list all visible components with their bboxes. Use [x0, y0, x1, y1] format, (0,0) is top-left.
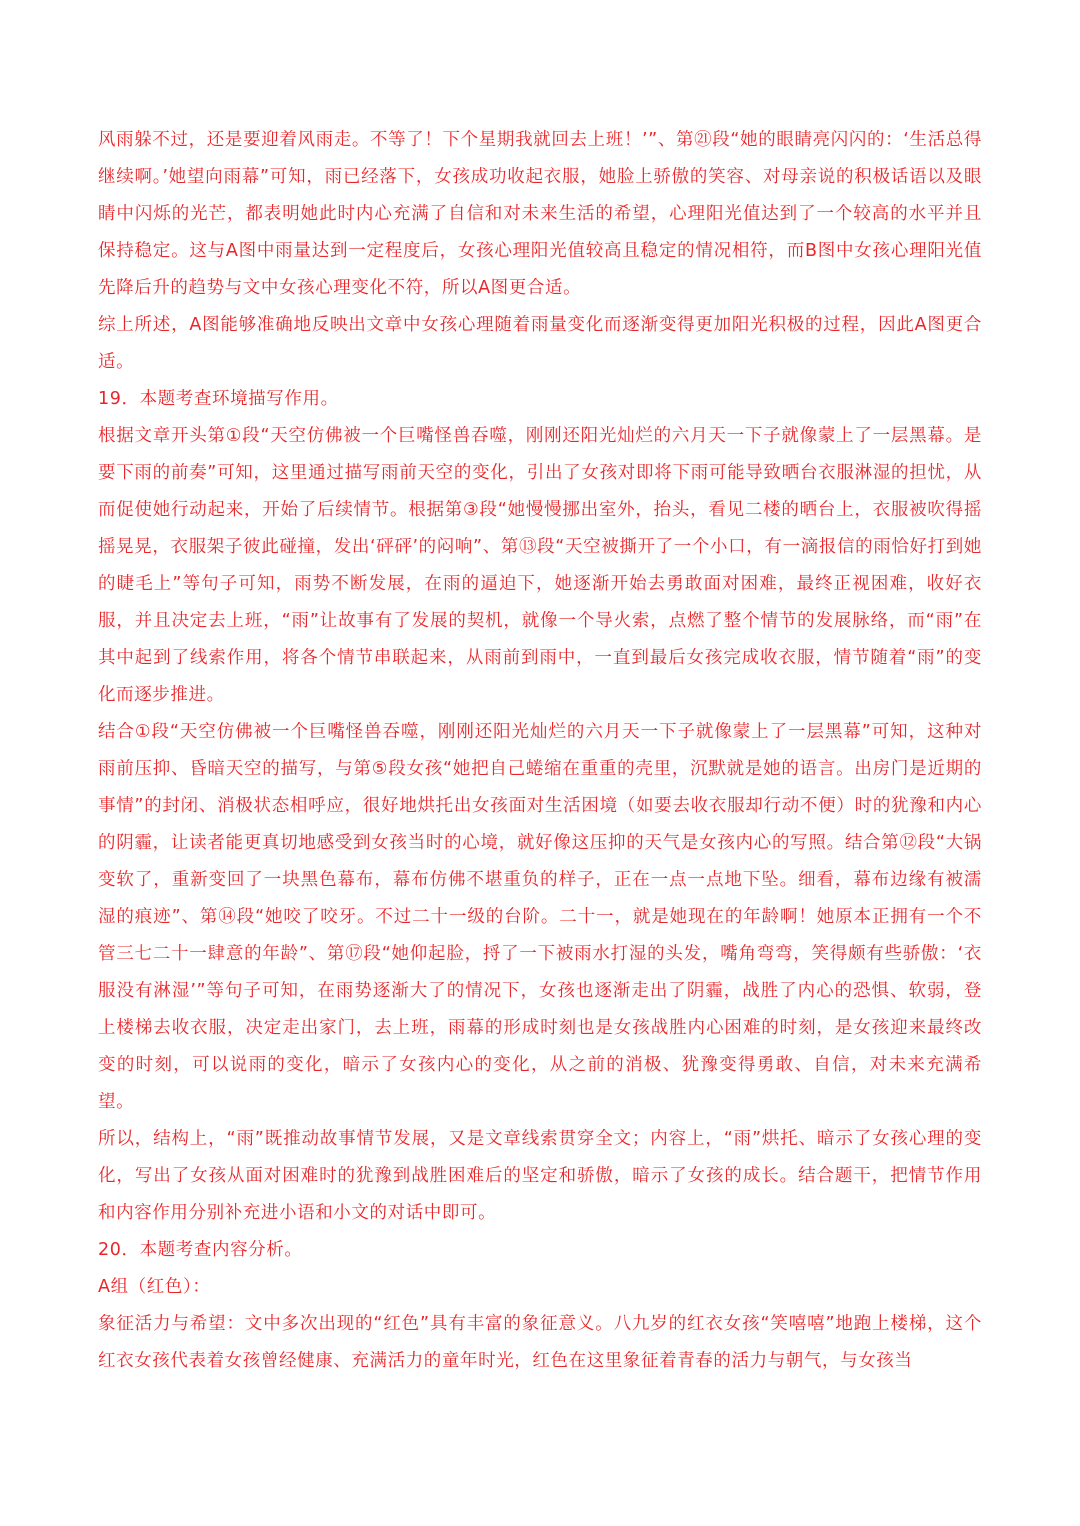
paragraph-2: 综上所述，A图能够准确地反映出文章中女孩心理随着雨量变化而逐渐变得更加阳光积极的过程，因此A图更合适。 [98, 315, 982, 372]
paragraph-6: 象征活力与希望：文中多次出现的“红色”具有丰富的象征意义。八九岁的红衣女孩“笑嘻嘻”地跑上楼梯，这个红衣女孩代表着女孩曾经健康、充满活力的童年时光，红色在这里象征着青春的活力与朝气，与女孩当 [98, 1314, 982, 1371]
document-body [98, 122, 982, 1380]
paragraph-5: 所以，结构上，“雨”既推动故事情节发展，又是文章线索贯穿全文；内容上，“雨”烘托、暗示了女孩心理的变化，写出了女孩从面对困难时的犹豫到战胜困难后的坚定和骄傲，暗示了女孩的成长。结合题干，把情节作用和内容作用分别补充进小语和小文的对话中即可。 [98, 1129, 982, 1223]
question-20-heading: 20．本题考查内容分析。 [98, 1240, 303, 1260]
paragraph-4: 结合①段“天空仿佛被一个巨嘴怪兽吞噬，刚刚还阳光灿烂的六月天一下子就像蒙上了一层黑幕”可知，这种对雨前压抑、昏暗天空的描写，与第⑤段女孩“她把自己蜷缩在重重的壳里，沉默就是她的语言。出房门是近期的事情”的封闭、消极状态相呼应，很好地烘托出女孩面对生活困境（如要去收衣服却行动不便）时的犹豫和内心的阴霾，让读者能更真切地感受到女孩当时的心境，就好像这压抑的天气是女孩内心的写照。结合第⑫段“大锅变软了，重新变回了一块黑色幕布，幕布仿佛不堪重负的样子，正在一点一点地下坠。细看，幕布边缘有被濡湿的痕迹”、第⑭段“她咬了咬牙。不过二十一级的台阶。二十一，就是她现在的年龄啊！她原本正拥有一个不管三七二十一肆意的年龄”、第⑰段“她仰起脸，捋了一下被雨水打湿的头发，嘴角弯弯，笑得颇有些骄傲：‘衣服没有淋湿’”等句子可知，在雨势逐渐大了的情况下，女孩也逐渐走出了阴霾，战胜了内心的恐惧、软弱，登上楼梯去收衣服，决定走出家门，去上班，雨幕的形成时刻也是女孩战胜内心困难的时刻，是女孩迎来最终改变的时刻，可以说雨的变化，暗示了女孩内心的变化，从之前的消极、犹豫变得勇敢、自信，对未来充满希望。 [98, 722, 982, 1112]
paragraph-3: 根据文章开头第①段“天空仿佛被一个巨嘴怪兽吞噬，刚刚还阳光灿烂的六月天一下子就像蒙上了一层黑幕。是要下雨的前奏”可知，这里通过描写雨前天空的变化，引出了女孩对即将下雨可能导致晒台衣服淋湿的担忧，从而促使她行动起来，开始了后续情节。根据第③段“她慢慢挪出室外，抬头，看见二楼的晒台上，衣服被吹得摇摇晃晃，衣服架子彼此碰撞，发出‘砰砰’的闷响”、第⑬段“天空被撕开了一个小口，有一滴报信的雨恰好打到她的睫毛上”等句子可知，雨势不断发展，在雨的逼迫下，她逐渐开始去勇敢面对困难，最终正视困难，收好衣服，并且决定去上班，“雨”让故事有了发展的契机，就像一个导火索，点燃了整个情节的发展脉络，而“雨”在其中起到了线索作用，将各个情节串联起来，从雨前到雨中，一直到最后女孩完成收衣服，情节随着“雨”的变化而逐步推进。 [98, 426, 982, 705]
group-a-heading: A组（红色）： [98, 1277, 211, 1297]
question-19-heading: 19．本题考查环境描写作用。 [98, 389, 339, 409]
paragraph-1: 风雨躲不过，还是要迎着风雨走。不等了！下个星期我就回去上班！’”、第㉑段“她的眼睛亮闪闪的：‘生活总得继续啊。’她望向雨幕”可知，雨已经落下，女孩成功收起衣服，她脸上骄傲的笑容、对母亲说的积极话语以及眼睛中闪烁的光芒，都表明她此时内心充满了自信和对未来生活的希望，心理阳光值达到了一个较高的水平并且保持稳定。这与A图中雨量达到一定程度后，女孩心理阳光值较高且稳定的情况相符，而B图中女孩心理阳光值先降后升的趋势与文中女孩心理变化不符，所以A图更合适。 [98, 130, 982, 298]
